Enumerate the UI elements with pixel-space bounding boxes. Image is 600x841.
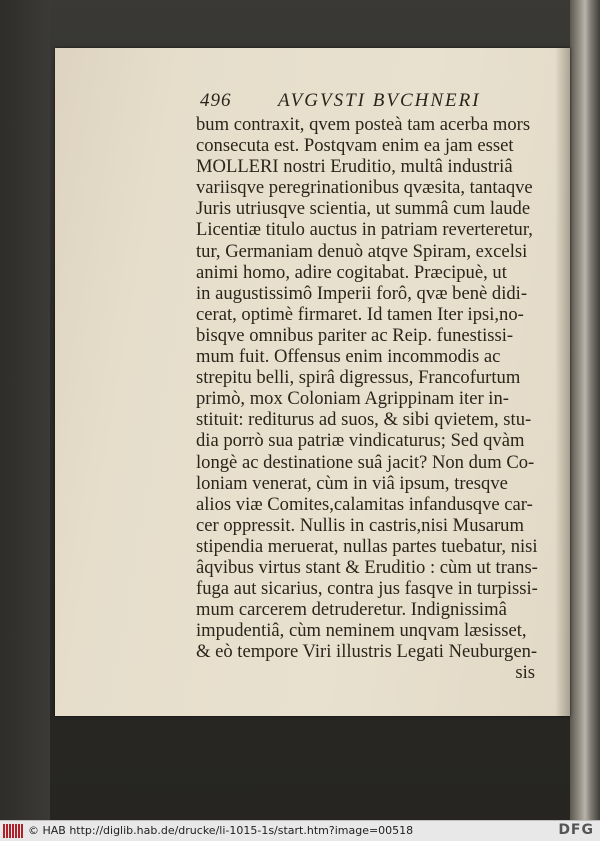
text-line: bisqve omnibus pariter ac Reip. funestissi- (196, 324, 514, 346)
text-line: longè ac destinatione suâ jacit? Non dum Co- (196, 451, 535, 473)
hab-logo-icon (3, 824, 23, 838)
dfg-logo: DFG (558, 822, 594, 838)
text-line: cerat, optimè firmaret. Id tamen Iter ipsi,no- (196, 303, 524, 325)
text-line: mum carcerem detruderetur. Indignissimâ (196, 599, 507, 621)
text-line: strepitu belli, spirâ digressus, Francofurtum (196, 367, 521, 389)
text-line: Juris utriusqve scientia, ut summâ cum laude (196, 198, 531, 220)
text-line: bum contraxit, qvem posteà tam acerba mors (196, 114, 531, 135)
text-line: sis (515, 662, 535, 684)
text-line: & eò tempore Viri illustris Legati Neuburgen- (196, 641, 538, 663)
text-line: tur, Germaniam denuò atqve Spiram, excelsi (196, 240, 528, 262)
text-line: Licentiæ titulo auctus in patriam reverteretur, (196, 219, 533, 241)
text-line: stituit: rediturus ad suos, & sibi qvietem, stu- (196, 409, 532, 431)
text-line: âqvibus virtus stant & Eruditio : cùm ut trans- (196, 556, 538, 578)
page-body-text (196, 114, 541, 684)
text-line: mum fuit. Offensus enim incommodis ac (196, 346, 501, 368)
footer-bar (0, 820, 600, 841)
text-line: consecuta est. Postqvam enim ea jam esset (196, 135, 514, 157)
text-line: dia porrò sua patriæ vindicaturus; Sed qvàm (196, 430, 525, 452)
scan-left-margin (0, 0, 50, 820)
text-line: stipendia meruerat, nullas partes tuebatur, nisi (196, 535, 538, 557)
page-number: 496 (200, 90, 232, 111)
text-line: in augustissimô Imperii forô, qvæ benè didi- (196, 282, 528, 304)
text-line: MOLLERI nostri Eruditio, multâ industriâ (196, 156, 513, 178)
page-header (200, 90, 530, 116)
text-line: animi homo, adire cogitabat. Præcipuè, ut (196, 261, 507, 283)
text-line: variisqve peregrinationibus qvæsita, tantaqve (196, 177, 533, 199)
page-shadow (555, 48, 570, 716)
footer-copyright-link[interactable]: © HAB http://diglib.hab.de/drucke/li-1015-1s/start.htm?image=00518 (28, 824, 414, 837)
text-line: impudentiâ, cùm neminem unqvam læsisset, (196, 620, 527, 642)
text-line: primò, mox Coloniam Agrippinam iter in- (196, 388, 509, 410)
text-line: fuga aut sicarius, contra jus fasqve in turpissi- (196, 578, 538, 600)
text-line: loniam venerat, cùm in viâ ipsum, tresqve (196, 472, 508, 494)
running-title: AVGVSTI BVCHNERI (278, 90, 481, 111)
text-line: cer oppressit. Nullis in castris,nisi Musarum (196, 514, 524, 536)
book-page-edges (570, 0, 600, 820)
text-line: alios viæ Comites,calamitas infandusqve car- (196, 493, 533, 515)
